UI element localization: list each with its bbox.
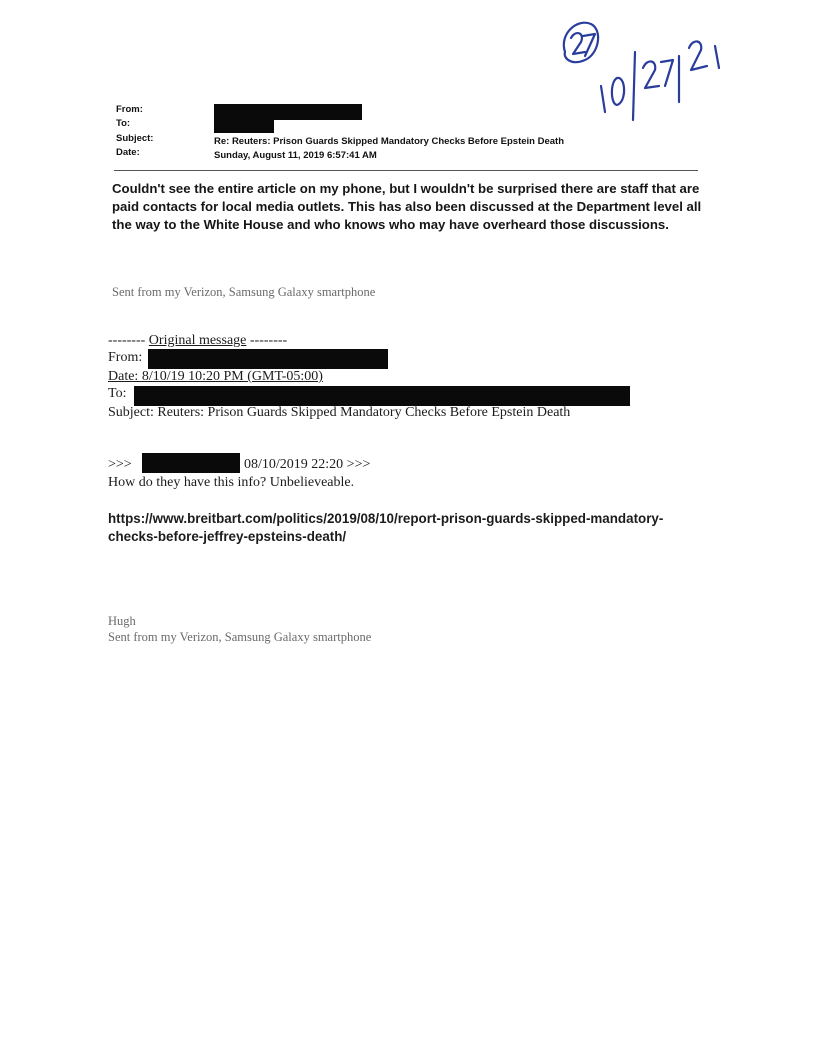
original-from-redaction (148, 349, 388, 369)
original-to-label: To: (108, 386, 127, 401)
subject-value: Re: Reuters: Prison Guards Skipped Mandatory Checks Before Epstein Death (214, 136, 565, 147)
original-question: How do they have this info? Unbelieveable. (108, 475, 355, 490)
date-value: Sunday, August 11, 2019 6:57:41 AM (214, 150, 377, 161)
original-from-label: From: (108, 350, 143, 365)
subject-label: Subject: (116, 133, 154, 144)
separator-prefix: -------- (108, 333, 146, 348)
original-date-line: Date: 8/10/19 10:20 PM (GMT-05:00) (108, 369, 323, 384)
original-signer: Hugh (108, 614, 136, 628)
article-link[interactable]: https://www.breitbart.com/politics/2019/08/10/report-prison-guards-skipped-mandatory-checks-before-jeffrey-epsteins-death/ (108, 511, 664, 544)
separator-title: Original message (148, 333, 247, 348)
original-subject-line: Subject: Reuters: Prison Guards Skipped Mandatory Checks Before Epstein Death (108, 405, 571, 420)
separator-suffix: -------- (249, 333, 288, 348)
message-body: Couldn't see the entire article on my phone, but I wouldn't be surprised there are staff that are paid contacts for local media outlets. This has also been discussed at the Department level all the way to the White House and who knows who may have overheard those discussions. (112, 181, 702, 232)
original-to-redaction (134, 386, 630, 406)
to-label: To: (116, 118, 131, 129)
handwritten-date-drawing (555, 12, 745, 122)
header-divider (114, 170, 698, 171)
quote-prefix: >>> (108, 457, 132, 472)
original-message-separator (108, 333, 287, 349)
quote-timestamp: 08/10/2019 22:20 >>> (244, 457, 371, 472)
quote-sender-redaction (142, 453, 240, 473)
original-signature: Sent from my Verizon, Samsung Galaxy smartphone (108, 630, 372, 644)
to-redaction (214, 118, 274, 133)
date-label: Date: (116, 147, 140, 158)
reply-signature: Sent from my Verizon, Samsung Galaxy smartphone (112, 285, 376, 299)
handwritten-annotation (555, 12, 745, 122)
from-label: From: (116, 104, 143, 115)
